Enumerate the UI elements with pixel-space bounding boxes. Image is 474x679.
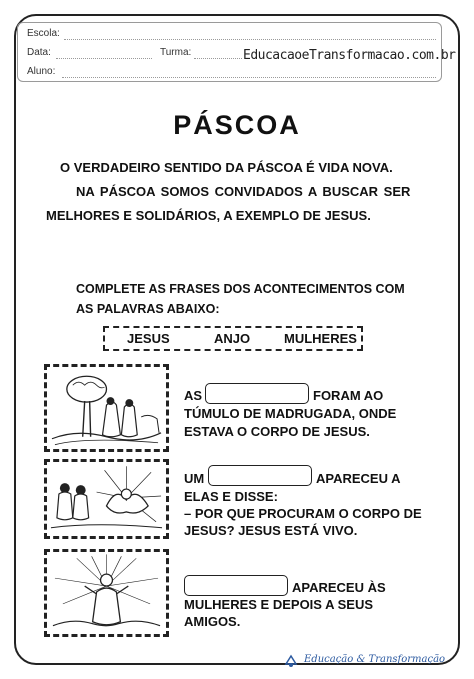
footer-logo-text: Educação & Transformação bbox=[304, 654, 446, 665]
word-bank-item: JESUS bbox=[127, 331, 170, 346]
exercise-2-before: UM bbox=[184, 471, 205, 486]
student-field[interactable] bbox=[62, 77, 436, 78]
exercise-2-line-4: JESUS? JESUS ESTÁ VIVO. bbox=[184, 523, 358, 538]
word-bank-item: MULHERES bbox=[284, 331, 357, 346]
exercise-3-line-3: AMIGOS. bbox=[184, 614, 241, 629]
exercise-1-line-2: TÚMULO DE MADRUGADA, ONDE bbox=[184, 406, 397, 421]
exercise-2-after: APARECEU A bbox=[316, 471, 401, 486]
exercise-3-line-2: MULHERES E DEPOIS A SEUS bbox=[184, 597, 374, 612]
word-bank-item: ANJO bbox=[214, 331, 251, 346]
instruction-line-2: AS PALAVRAS ABAIXO: bbox=[76, 302, 220, 316]
exercise-2-line-3: – POR QUE PROCURAM O CORPO DE bbox=[184, 506, 422, 521]
date-label: Data: bbox=[27, 47, 51, 58]
women-tomb-drawing bbox=[47, 367, 166, 449]
exercise-3-after: APARECEU ÀS bbox=[292, 580, 386, 595]
logo-icon bbox=[284, 654, 298, 668]
angel-drawing bbox=[47, 462, 166, 536]
illustration-women-at-tomb bbox=[44, 364, 169, 452]
exercise-1-line-3: ESTAVA O CORPO DE JESUS. bbox=[184, 424, 370, 439]
site-url: EducacaoeTransformacao.com.br bbox=[243, 48, 456, 63]
class-label: Turma: bbox=[160, 47, 192, 58]
risen-jesus-drawing bbox=[47, 552, 166, 634]
intro-line-2: NA PÁSCOA SOMOS CONVIDADOS A BUSCAR SER bbox=[76, 184, 411, 199]
student-label: Aluno: bbox=[27, 66, 56, 77]
exercise-1-before: AS bbox=[184, 388, 203, 403]
school-field[interactable] bbox=[64, 39, 436, 40]
date-field[interactable] bbox=[56, 58, 152, 59]
page-title: PÁSCOA bbox=[173, 110, 301, 140]
exercise-2-blank[interactable] bbox=[208, 465, 312, 486]
school-label: Escola: bbox=[27, 28, 60, 39]
instruction-line-1: COMPLETE AS FRASES DOS ACONTECIMENTOS COM bbox=[76, 282, 405, 296]
exercise-1-blank[interactable] bbox=[205, 383, 309, 404]
exercise-2-line-2: ELAS E DISSE: bbox=[184, 489, 278, 504]
class-field[interactable] bbox=[194, 58, 242, 59]
intro-line-3: MELHORES E SOLIDÁRIOS, A EXEMPLO DE JESUS. bbox=[46, 208, 371, 223]
intro-line-1: O VERDADEIRO SENTIDO DA PÁSCOA É VIDA NOVA. bbox=[60, 160, 393, 175]
exercise-3-blank[interactable] bbox=[184, 575, 288, 596]
exercise-1-after: FORAM AO bbox=[313, 388, 384, 403]
illustration-angel bbox=[44, 459, 169, 539]
illustration-risen-jesus bbox=[44, 549, 169, 637]
